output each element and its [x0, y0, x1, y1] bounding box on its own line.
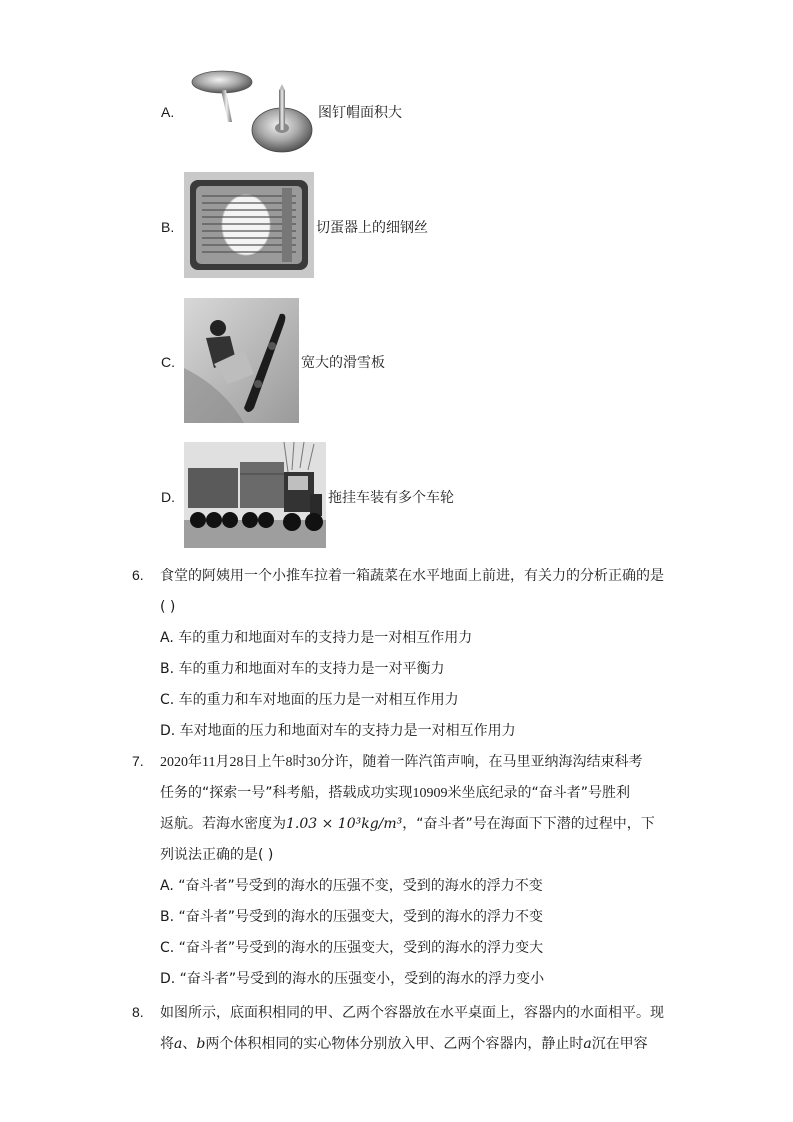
question-8-line-2: 将a、b两个体积相同的实心物体分别放入甲、乙两个容器内，静止时a沉在甲容	[160, 1036, 648, 1052]
question-7-option-d: D. “奋斗者”号受到的海水的压强变小，受到的海水的浮力变小	[160, 971, 545, 987]
question-7-line-3: 返航。若海水密度为1.03 × 10³kg/m³，“奋斗者”号在海面下下潜的过程中，下	[160, 816, 655, 832]
question-7-number: 7.	[132, 753, 144, 769]
option-d-caption: 拖挂车装有多个车轮	[328, 490, 454, 506]
year: 2020	[160, 755, 188, 770]
question-8-number: 8.	[132, 1004, 144, 1020]
option-c-letter: C.	[161, 354, 175, 370]
minute: 30	[306, 755, 321, 770]
option-d-letter: D.	[161, 489, 175, 505]
option-a-letter: A.	[161, 104, 175, 120]
question-7-option-a: A. “奋斗者”号受到的海水的压强不变，受到的海水的浮力不变	[160, 878, 543, 894]
density-formula: 1.03 × 10³kg/m³	[286, 816, 403, 832]
truck-image	[184, 442, 326, 548]
question-7-option-b: B. “奋斗者”号受到的海水的压强变大，受到的海水的浮力不变	[160, 909, 544, 925]
day: 28	[229, 755, 244, 770]
var-a-2: a	[583, 1036, 592, 1052]
option-b-letter: B.	[161, 219, 175, 235]
question-6-option-b: B. 车的重力和地面对车的支持力是一对平衡力	[160, 661, 445, 677]
egg-slicer-image	[184, 172, 314, 278]
depth-value: 10909	[412, 786, 448, 801]
question-7-option-c: C. “奋斗者”号受到的海水的压强变大，受到的海水的浮力变大	[160, 940, 544, 956]
question-6-option-a: A. 车的重力和地面对车的支持力是一对相互作用力	[160, 630, 473, 646]
question-6-option-c: C. 车的重力和车对地面的压力是一对相互作用力	[160, 692, 459, 708]
question-7-line-4: 列说法正确的是( )	[160, 847, 274, 863]
question-6-paren: ( )	[160, 599, 176, 615]
question-7-line-2: 任务的“探索一号”科考船，搭载成功实现10909米坐底纪录的“奋斗者”号胜利	[160, 785, 631, 801]
question-6-option-d: D. 车对地面的压力和地面对车的支持力是一对相互作用力	[160, 723, 516, 739]
question-6-number: 6.	[132, 567, 144, 583]
month: 11	[202, 755, 216, 770]
question-6-stem: 食堂的阿姨用一个小推车拉着一箱蔬菜在水平地面上前进，有关力的分析正确的是	[160, 568, 664, 584]
option-b-caption: 切蛋器上的细钢丝	[316, 220, 428, 236]
thumbtack-image	[188, 64, 316, 156]
var-b: b	[196, 1036, 206, 1052]
option-a-caption: 图钉帽面积大	[318, 105, 402, 121]
option-c-caption: 宽大的滑雪板	[301, 355, 385, 371]
snowboard-image	[184, 298, 299, 423]
question-7-line-1: 2020年11月28日上午8时30分许，随着一阵汽笛声响，在马里亚纳海沟结束科考	[160, 754, 643, 770]
var-a: a	[174, 1036, 183, 1052]
question-8-line-1: 如图所示，底面积相同的甲、乙两个容器放在水平桌面上，容器内的水面相平。现	[160, 1005, 664, 1021]
hour: 8	[285, 755, 293, 770]
